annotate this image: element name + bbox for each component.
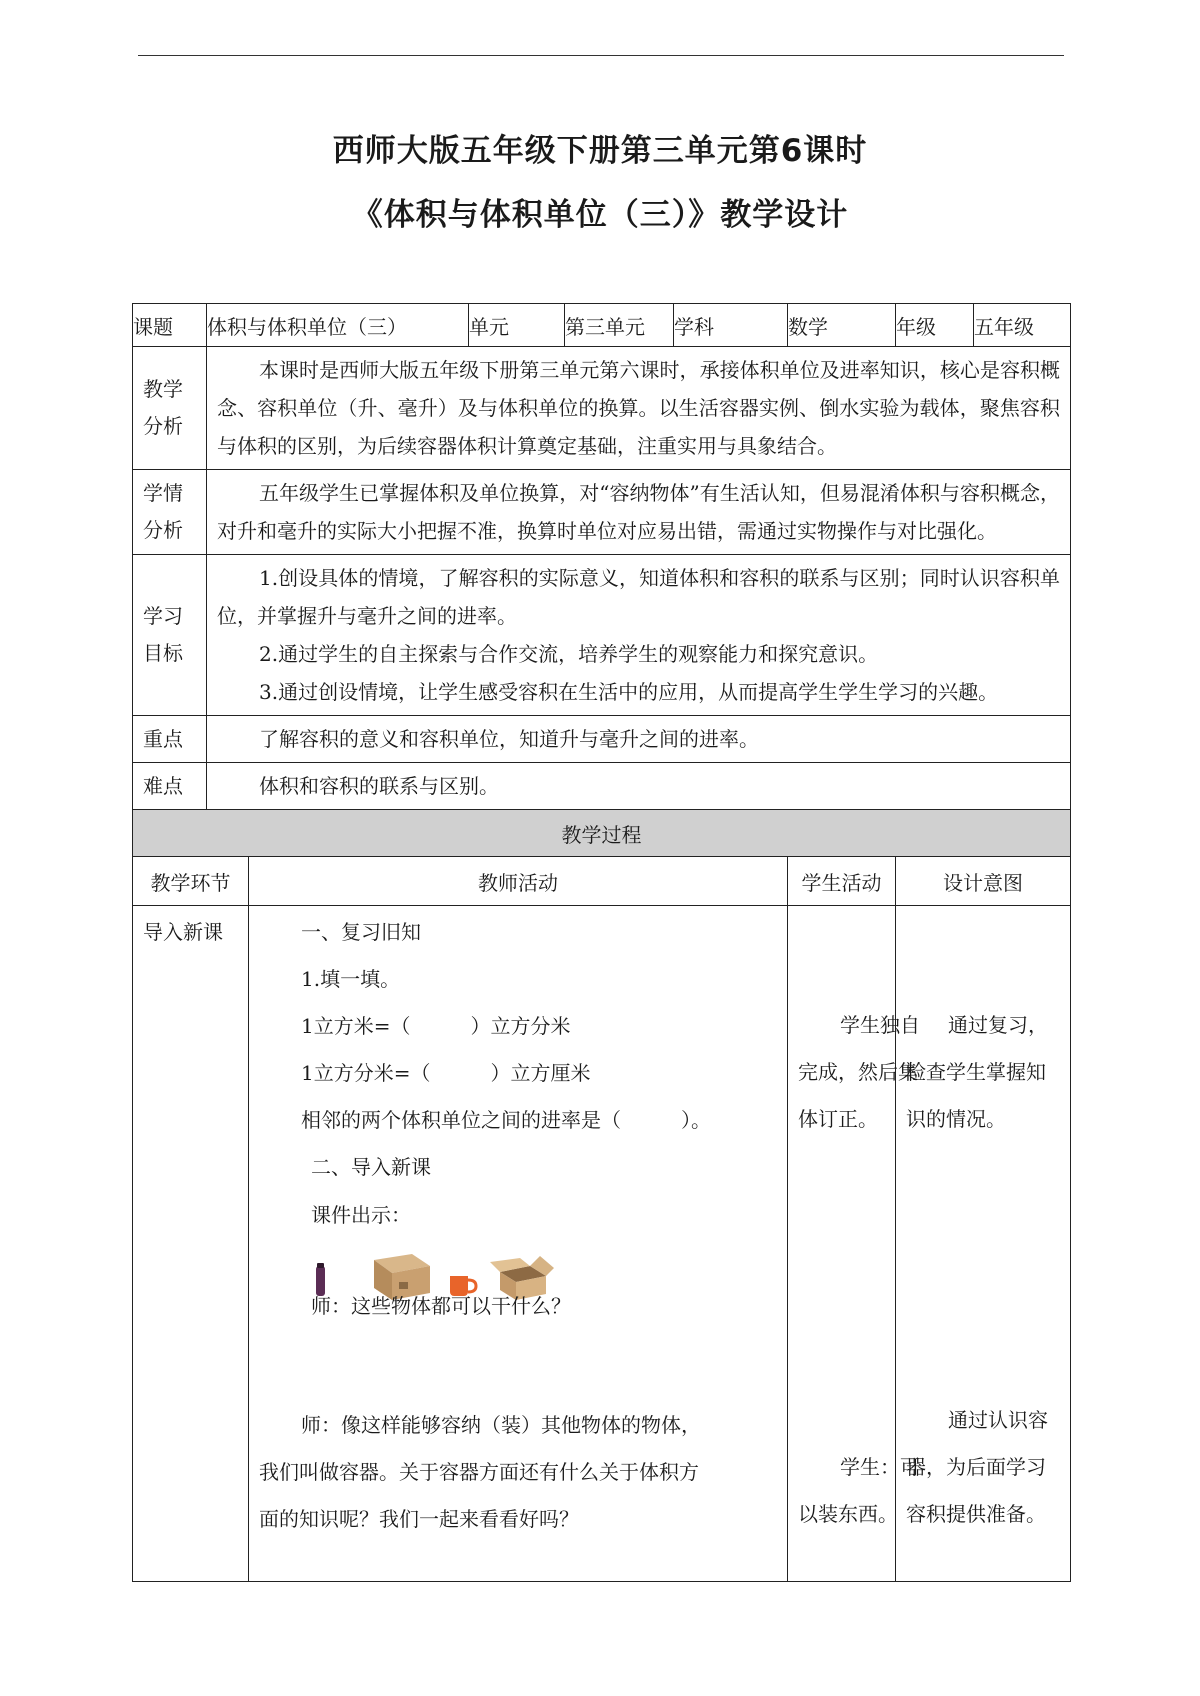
goal-item: 2.通过学生的自主探索与合作交流，培养学生的观察能力和探究意识。 [259,642,879,666]
design-intent-1: 通过复习，检查学生掌握知识的情况。 [906,1013,1048,1131]
col-stage-header: 教学环节 [133,857,249,906]
header-rule [138,55,1064,56]
slide-label: 课件出示： [311,1203,411,1227]
goals-text [207,555,1071,716]
teacher-activity-cell [249,906,788,1582]
col-teacher-header: 教师活动 [249,857,788,906]
topic-label: 课题 [133,304,207,347]
stage-cell [133,906,249,1582]
goals-label: 学习 目标 [133,555,207,716]
design-intent-2: 通过认识容器，为后面学习容积提供准备。 [906,1408,1048,1526]
design-intent-cell [896,906,1071,1582]
container-explanation: 师：像这样能够容纳（装）其他物体的物体，我们叫做容器。关于容器方面还有什么关于体积方面的知识呢？我们一起来看看好吗？ [259,1413,701,1531]
col-student-header: 学生活动 [788,857,896,906]
learner-text: 五年级学生已掌握体积及单位换算，对“容纳物体”有生活认知，但易混淆体积与容积概念，对升和毫升的实际大小把握不准，换算时单位对应易出错，需通过实物操作与对比强化。 [207,470,1071,555]
document-title-line2: 《体积与体积单位（三）》教学设计 [351,197,849,233]
student-activity-cell [788,906,920,1582]
process-heading: 教学过程 [133,810,1071,857]
learner-label: 学情 分析 [133,470,207,555]
stage-name: 导入新课 [143,920,223,944]
unit-value: 第三单元 [565,304,674,347]
review-heading: 一、复习旧知 [301,920,421,944]
key-point-text: 了解容积的意义和容积单位，知道升与毫升之间的进率。 [207,716,1071,763]
student-activity-2: 学生：可以装东西。 [798,1455,920,1526]
analysis-label: 教学 分析 [133,347,207,470]
review-question-2: 1立方分米=（ ）立方厘米 [301,1061,591,1085]
unit-label: 单元 [469,304,565,347]
lesson-plan-table [132,303,1071,1582]
col-intent-header: 设计意图 [896,857,1071,906]
subject-label: 学科 [674,304,788,347]
review-question-3: 相邻的两个体积单位之间的进率是（ ）。 [301,1108,711,1132]
key-point-label: 重点 [133,716,207,763]
grade-value: 五年级 [974,304,1071,347]
goal-item: 3.通过创设情境，让学生感受容积在生活中的应用，从而提高学生学生学习的兴趣。 [259,680,999,704]
teacher-question: 师：这些物体都可以干什么？ [311,1294,571,1318]
document-title-line1: 西师大版五年级下册第三单元第6课时 [332,133,868,169]
subject-value: 数学 [788,304,896,347]
analysis-text: 本课时是西师大版五年级下册第三单元第六课时，承接体积单位及进率知识，核心是容积概念、容积单位（升、毫升）及与体积单位的换算。以生活容器实例、倒水实验为载体，聚焦容积与体积的区别，为后续容器体积计算奠定基础，注重实用与具象结合。 [207,347,1071,470]
difficulty-text: 体积和容积的联系与区别。 [207,763,1071,810]
intro-heading: 二、导入新课 [311,1155,431,1179]
topic-value: 体积与体积单位（三） [207,304,469,347]
fill-heading: 1.填一填。 [301,967,401,991]
goal-item: 1.创设具体的情境，了解容积的实际意义，知道体积和容积的联系与区别；同时认识容积单位，并掌握升与毫升之间的进率。 [217,566,1060,628]
review-question-1: 1立方米=（ ）立方分米 [301,1014,571,1038]
student-activity-1: 学生独自完成，然后集体订正。 [798,1013,920,1131]
grade-label: 年级 [896,304,974,347]
difficulty-label: 难点 [133,763,207,810]
